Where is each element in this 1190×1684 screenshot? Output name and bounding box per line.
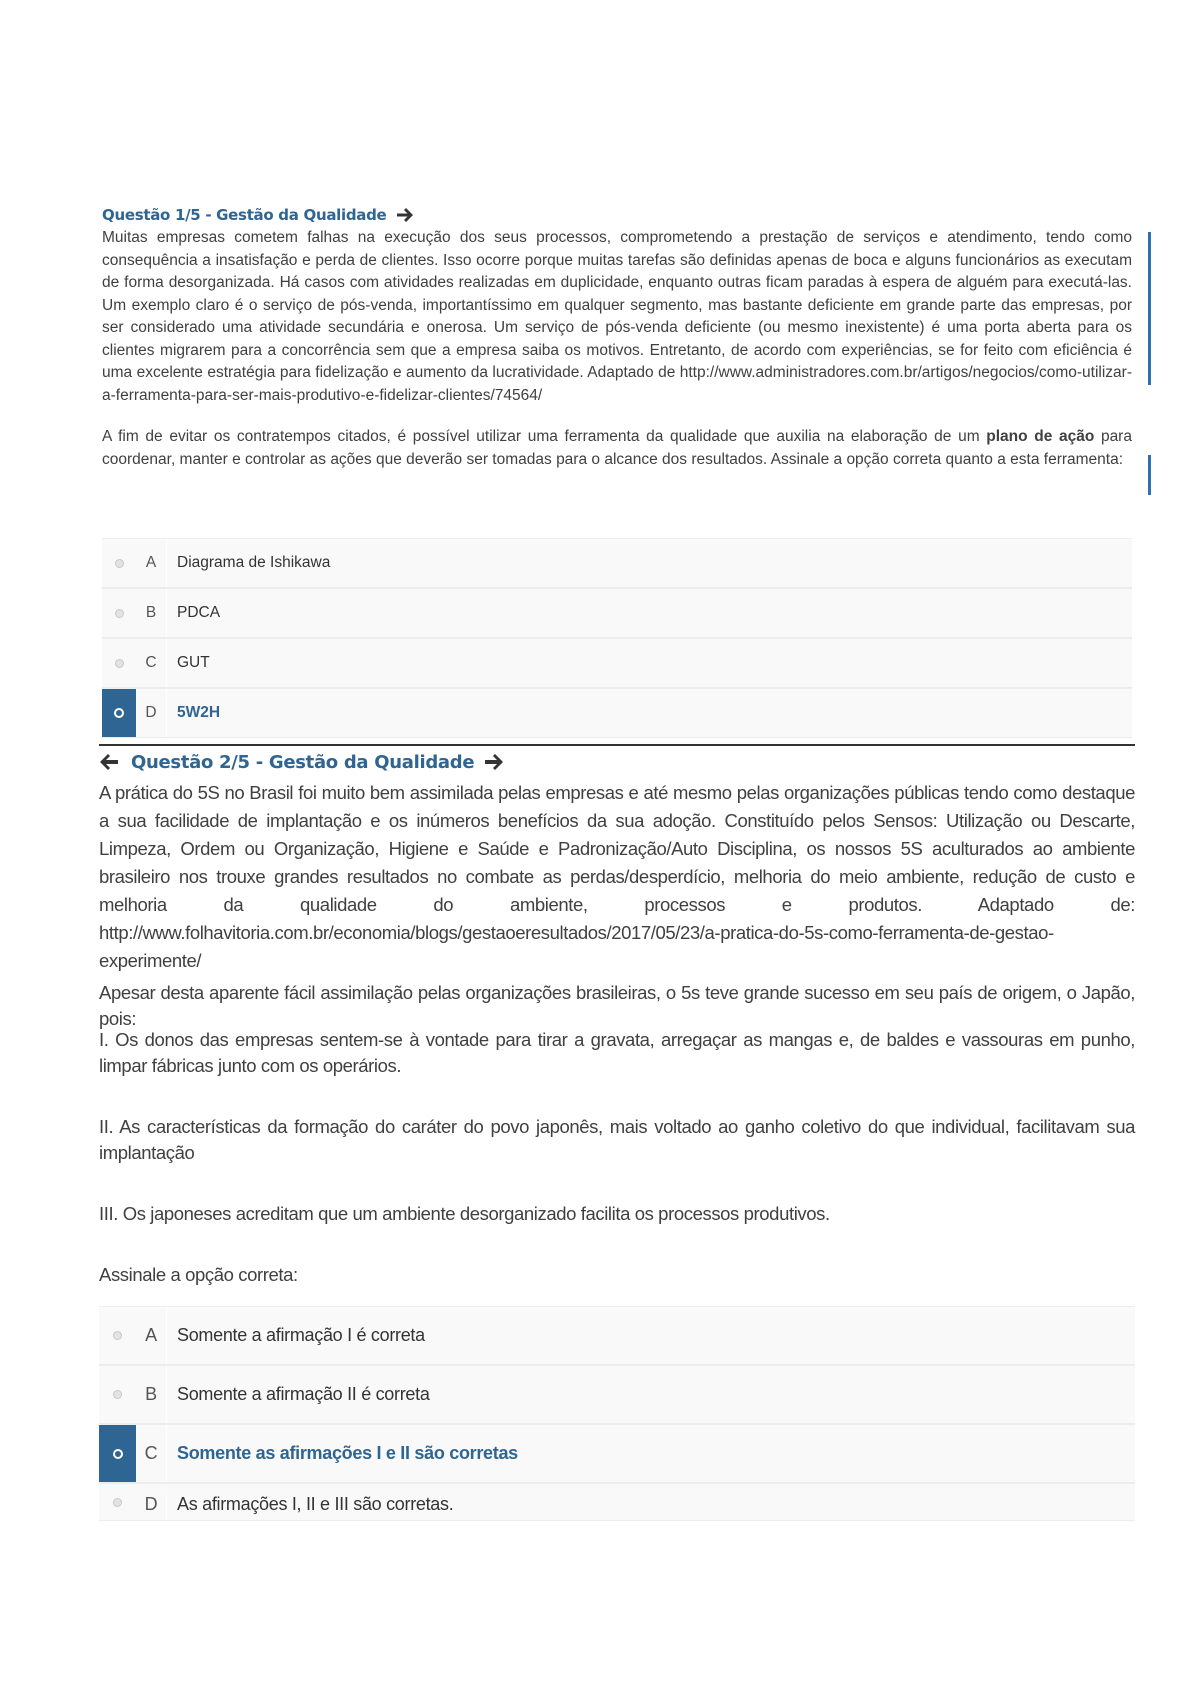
option-b[interactable] — [99, 1365, 1135, 1424]
question-1-paragraph-2 — [102, 426, 1132, 471]
radio-button-selected[interactable] — [114, 708, 124, 718]
arrow-right-icon[interactable] — [396, 207, 414, 223]
divider — [99, 744, 1135, 746]
option-letter: B — [145, 604, 157, 621]
option-letter: D — [145, 704, 157, 721]
option-a[interactable] — [102, 538, 1132, 588]
question-1-paragraph-2-end: para coordenar, manter e controlar as ações que deverão ser tomadas para o alcance dos resultados. Assinale a opção correta quanto a esta ferramenta: — [102, 428, 1132, 468]
option-label: 5W2H — [177, 704, 221, 721]
option-d[interactable] — [102, 688, 1132, 738]
radio-button[interactable] — [115, 559, 124, 568]
question-2-instruction: Assinale a opção correta: — [99, 1264, 298, 1285]
option-c[interactable] — [102, 638, 1132, 688]
option-label: Somente a afirmação I é correta — [177, 1325, 425, 1345]
option-letter: A — [145, 1325, 157, 1345]
option-letter: A — [145, 554, 157, 571]
question-2-statement-3: III. Os japoneses acreditam que um ambiente desorganizado facilita os processos produtivos. — [99, 1203, 830, 1224]
question-1-paragraph-1: Muitas empresas cometem falhas na execução dos seus processos, comprometendo a prestação de serviços e atendimento, tendo como consequência a insatisfação e perda de clientes. Isso ocorre porque muitas tarefas são definidas apenas de boca e alguns funcionários as executam de forma desorganizada. Há casos com atividades realizadas em duplicidade, enquanto outras ficam paradas à espera de alguém para executá-las. Um exemplo claro é o serviço de pós-venda, importantíssimo em qualquer segmento, mas bastante deficiente em grande parte das empresas, por ser considerado uma atividade secundária e onerosa. Um serviço de pós-venda deficiente (ou mesmo inexistente) é uma porta aberta para os clientes migrarem para a concorrência sem que a empresa saiba os motivos. Entretanto, de acordo com experiências, se for feito com eficiência é uma excelente estratégia para fidelização e aumento da lucratividade. Adaptado de http://www.administradores.com.br/artigos/negocios/como-utilizar-a-ferramenta-para-ser-mais-produtivo-e-fidelizar-clientes/74564/ — [102, 229, 1132, 404]
question-1-paragraph-2-start: A fim de evitar os contratempos citados, é possível utilizar uma ferramenta da qualidade que auxilia na elaboração de um — [102, 428, 987, 445]
option-b[interactable] — [102, 588, 1132, 638]
radio-button[interactable] — [115, 659, 124, 668]
option-letter: D — [144, 1494, 158, 1514]
question-1-options — [102, 538, 1132, 738]
option-label: As afirmações I, II e III são corretas. — [177, 1494, 454, 1514]
arrow-left-icon[interactable] — [99, 753, 119, 771]
radio-button[interactable] — [113, 1331, 122, 1340]
option-label: Diagrama de Ishikawa — [177, 554, 331, 571]
question-1-title — [102, 204, 414, 226]
option-label: Somente a afirmação II é correta — [177, 1384, 430, 1404]
option-label: GUT — [177, 654, 210, 671]
option-a[interactable] — [99, 1306, 1135, 1365]
question-2-statement-2: II. As características da formação do caráter do povo japonês, mais voltado ao ganho coletivo do que individual, facilitavam sua implantação — [99, 1116, 1135, 1163]
question-2-paragraph-1: A prática do 5S no Brasil foi muito bem assimilada pelas empresas e até mesmo pelas organizações públicas tendo como destaque a sua facilidade de implantação e os inúmeros benefícios da sua adoção. Constituído pelos Sensos: Utilização ou Descarte, Limpeza, Ordem ou Organização, Higiene e Saúde e Padronização/Auto Disciplina, os nossos 5S aculturados ao ambiente brasileiro nos trouxe grandes resultados no combate as perdas/desperdício, melhoria do meio ambiente, redução de custo e melhoria da qualidade do ambiente, processos e produtos. Adaptado de: http://www.folhavitoria.com.br/economia/blogs/gestaoeresultados/2017/05/23/a-pratica-do-5s-como-ferramenta-de-gestao-experimente/ — [99, 782, 1135, 971]
option-letter: C — [144, 1443, 158, 1463]
question-2-paragraph-2: Apesar desta aparente fácil assimilação pelas organizações brasileiras, o 5s teve grande sucesso em seu país de origem, o Japão, pois: — [99, 982, 1135, 1029]
option-letter: C — [145, 654, 157, 671]
question-2-statement-1: I. Os donos das empresas sentem-se à vontade para tirar a gravata, arregaçar as mangas e, de baldes e vassouras em punho, limpar fábricas junto com os operários. — [99, 1029, 1135, 1076]
option-label: PDCA — [177, 604, 221, 621]
option-label: Somente as afirmações I e II são corretas — [177, 1443, 518, 1463]
question-2-options — [99, 1306, 1135, 1521]
question-1-statement — [102, 227, 1132, 471]
scroll-indicator-bar — [1148, 232, 1151, 385]
radio-button-selected[interactable] — [113, 1449, 123, 1459]
radio-button[interactable] — [113, 1390, 122, 1399]
arrow-right-icon[interactable] — [484, 753, 504, 771]
radio-button[interactable] — [113, 1498, 122, 1507]
question-1-title-text: Questão 1/5 - Gestão da Qualidade — [102, 206, 387, 224]
option-d[interactable] — [99, 1483, 1135, 1521]
option-letter: B — [145, 1384, 157, 1404]
scroll-indicator-bar — [1148, 455, 1151, 495]
option-c[interactable] — [99, 1424, 1135, 1483]
radio-button[interactable] — [115, 609, 124, 618]
question-1-paragraph-2-bold: plano de ação — [986, 428, 1095, 445]
question-2-title-text: Questão 2/5 - Gestão da Qualidade — [131, 751, 475, 773]
question-2-title — [99, 750, 504, 774]
